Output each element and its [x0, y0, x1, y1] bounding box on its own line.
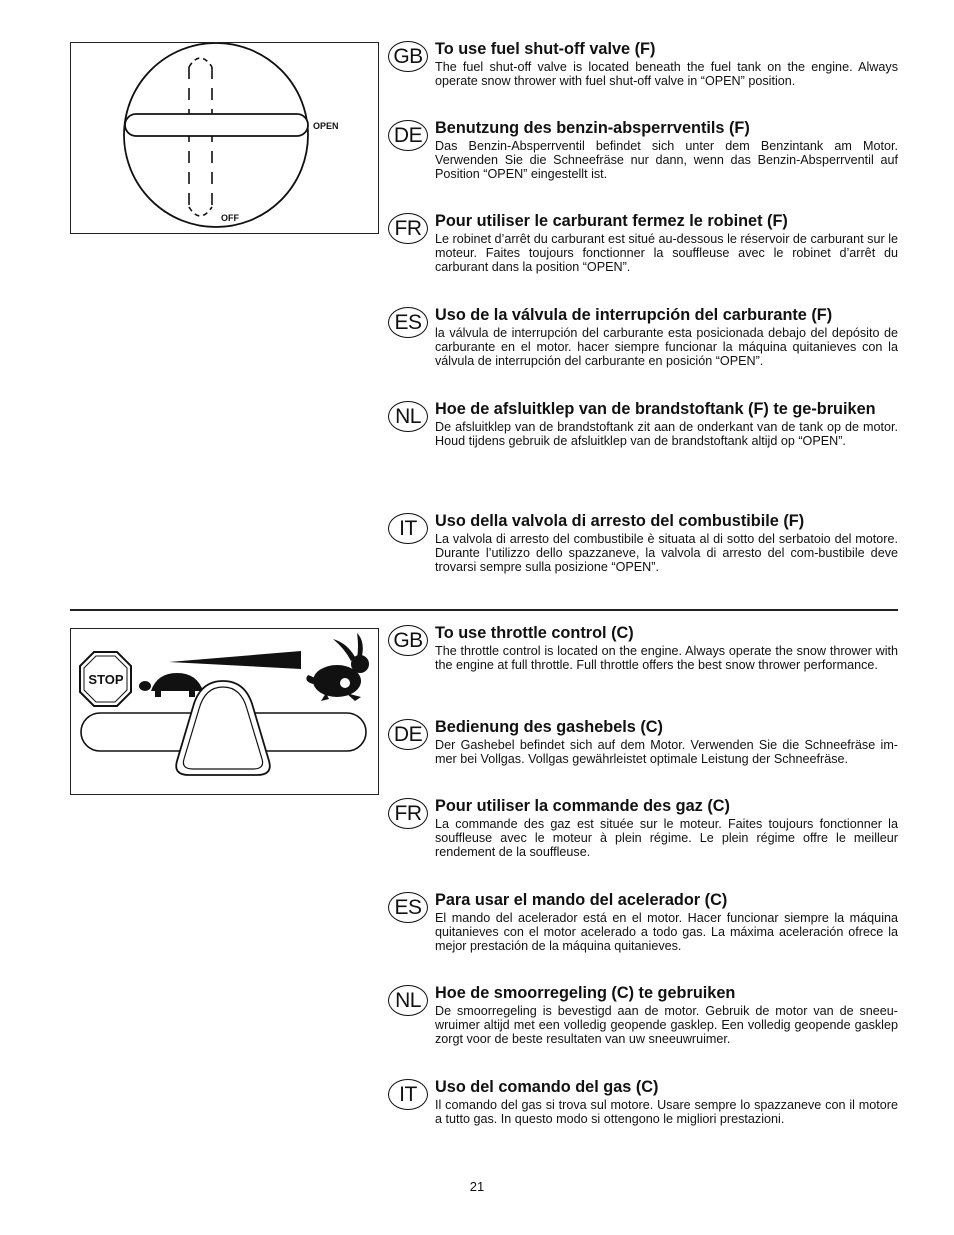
- language-badge-it: IT: [388, 1079, 428, 1110]
- throttle-diagram: [71, 629, 377, 793]
- entry-text: Das Benzin-Absperrventil befindet sich unter dem Benzintank am Motor. Verwenden Sie die Schneefräse nur dann, wenn das Benzin-Absperrventil auf Position “OPEN” eingestellt ist.: [435, 139, 898, 181]
- entry-title: To use throttle control (C): [435, 624, 634, 642]
- entry-fuel-gb: [388, 40, 898, 88]
- fuel-valve-figure: [70, 42, 379, 234]
- entry-throttle-de: [388, 718, 898, 766]
- language-badge-de: DE: [388, 120, 428, 151]
- entry-text: The fuel shut-off valve is located beneath the fuel tank on the engine. Always operate snow thrower with fuel shut-off valve in “OPEN” position.: [435, 60, 898, 88]
- entry-text: Le robinet d’arrêt du carburant est situé au-dessous le réservoir de carburant sur le moteur. Faites toujours fonctionner la souffleuse avec le robinet d’arrêt du carburant dans la position “OPEN”.: [435, 232, 898, 274]
- speed-wedge-icon: [169, 651, 301, 669]
- entry-title: Para usar el mando del acelerador (C): [435, 891, 728, 909]
- language-badge-nl: NL: [388, 985, 428, 1016]
- language-badge-es: ES: [388, 307, 428, 338]
- entry-throttle-it: [388, 1078, 898, 1126]
- entry-title: Hoe de smoorregeling (C) te gebruiken: [435, 984, 736, 1002]
- valve-open-label: OPEN: [313, 121, 339, 131]
- entry-title: Pour utiliser le carburant fermez le robinet (F): [435, 212, 788, 230]
- language-badge-nl: NL: [388, 401, 428, 432]
- entry-title: Uso del comando del gas (C): [435, 1078, 659, 1096]
- rabbit-fast-icon: [306, 633, 369, 701]
- language-badge-it: IT: [388, 513, 428, 544]
- language-badge-fr: FR: [388, 213, 428, 244]
- valve-off-label: OFF: [221, 213, 239, 223]
- entry-throttle-nl: [388, 984, 898, 1046]
- section-divider: [70, 609, 898, 611]
- entry-throttle-es: [388, 891, 898, 953]
- entry-title: To use fuel shut-off valve (F): [435, 40, 656, 58]
- entry-text: la válvula de interrupción del carburante esta posicionada debajo del depósito de carburante en el motor. hacer siempre funcionar la máquina quitanieves con la válvula de interrupción del carburante en posición “OPEN”.: [435, 326, 898, 368]
- entry-fuel-fr: [388, 212, 898, 274]
- entry-title: Pour utiliser la commande des gaz (C): [435, 797, 730, 815]
- entry-text: The throttle control is located on the engine. Always operate the snow thrower with the engine at full throttle. Full throttle offers the best snow thrower performance.: [435, 644, 898, 672]
- entry-title: Uso de la válvula de interrupción del carburante (F): [435, 306, 833, 324]
- entry-text: La commande des gaz est située sur le moteur. Faites toujours fonctionner la souffleuse avec le moteur à plein régime. Le plein régime offre le meilleur rendement de la souffleuse.: [435, 817, 898, 859]
- entry-fuel-it: [388, 512, 898, 574]
- entry-text: Der Gashebel befindet sich auf dem Motor. Verwenden Sie die Schneefräse im-mer bei Vollgas. Vollgas gewährleistet optimale Leistung der Schneefräse.: [435, 738, 898, 766]
- entry-fuel-es: [388, 306, 898, 368]
- entry-title: Hoe de afsluitklep van de brandstoftank (F) te ge-bruiken: [435, 400, 876, 418]
- stop-label: STOP: [88, 672, 124, 687]
- language-badge-fr: FR: [388, 798, 428, 829]
- fuel-valve-diagram: [71, 43, 377, 232]
- entry-text: De afsluitklep van de brandstoftank zit aan de onderkant van de tank op de motor. Houd tijdens gebruik de afsluitklep van de brandstoftank altijd op “OPEN”.: [435, 420, 898, 448]
- valve-handle-open: [125, 114, 308, 136]
- entry-title: Uso della valvola di arresto del combustibile (F): [435, 512, 805, 530]
- entry-fuel-de: [388, 119, 898, 181]
- entry-fuel-nl: [388, 400, 898, 448]
- entry-title: Bedienung des gashebels (C): [435, 718, 663, 736]
- language-badge-gb: GB: [388, 625, 428, 656]
- entry-text: El mando del acelerador está en el motor. Hacer funcionar siempre la máquina quitanieves con el motor acelerado a todo gas. La máxima aceleración ofrece la mejor prestación de la máquina quitanieves.: [435, 911, 898, 953]
- language-badge-de: DE: [388, 719, 428, 750]
- page-number: 21: [469, 1179, 485, 1194]
- entry-text: Il comando del gas si trova sul motore. Usare sempre lo spazzaneve con il motore a tutto gas. In questo modo si ottengono le migliori prestazioni.: [435, 1098, 898, 1126]
- entry-throttle-gb: [388, 624, 898, 672]
- language-badge-es: ES: [388, 892, 428, 923]
- entry-title: Benutzung des benzin-absperrventils (F): [435, 119, 750, 137]
- entry-text: La valvola di arresto del combustibile è situata al di sotto del serbatoio del motore. Durante l’utilizzo dello spazzaneve, la valvola di arresto del com-bustibile deve trovarsi sempre sulla posizione “OPEN”.: [435, 532, 898, 574]
- entry-text: De smoorregeling is bevestigd aan de motor. Gebruik de motor van de sneeu-wruimer altijd met een volledig geopende gasklep. Een volledig geopende gasklep zorgt voor de beste resultaten van uw sneeuwruimer.: [435, 1004, 898, 1046]
- language-badge-gb: GB: [388, 41, 428, 72]
- entry-throttle-fr: [388, 797, 898, 859]
- throttle-figure: [70, 628, 379, 795]
